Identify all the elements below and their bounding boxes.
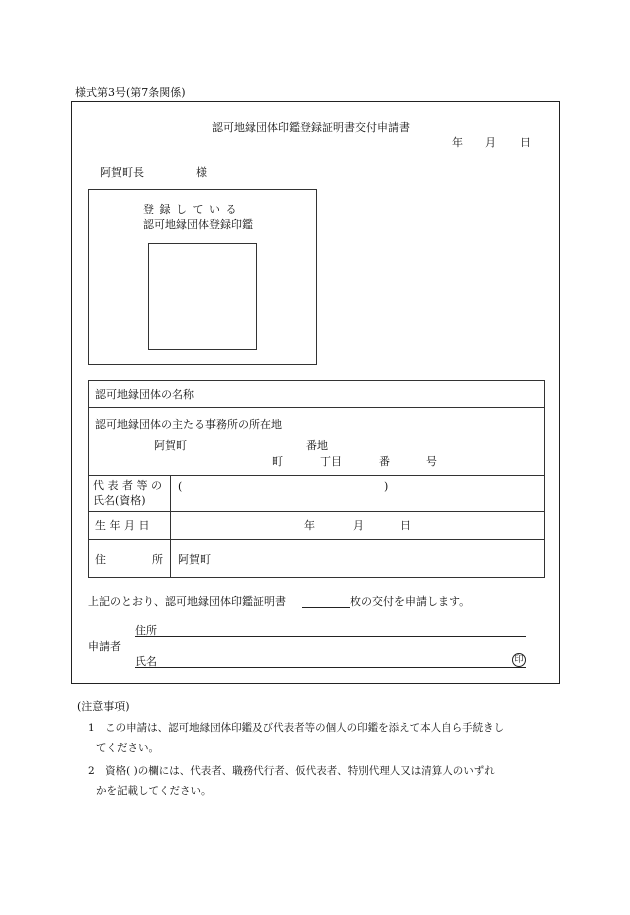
form-title: 認可地縁団体印鑑登録証明書交付申請書 [212,121,410,134]
table-divider [88,539,545,540]
seal-mark: 印 [512,653,526,667]
office-banchi: 番地 [306,439,328,452]
office-chome: 丁目 [320,455,342,468]
date-year-label: 年 [452,136,463,149]
representative-paren-open: ( [178,480,183,493]
address-label-char1: 住 [95,553,106,566]
date-month-label: 月 [485,136,496,149]
table-divider [88,475,545,476]
birth-date-label: 生 年 月 日 [95,519,150,532]
request-text-after: 枚の交付を申請します。 [350,595,471,608]
group-name-label: 認可地縁団体の名称 [95,388,194,401]
table-column-divider [170,475,171,578]
note-2-line2: かを記載してください。 [96,785,212,797]
address-label-char2: 所 [152,553,163,566]
address-value: 阿賀町 [178,553,211,566]
birth-month-label: 月 [353,519,364,532]
seal-impression-area[interactable] [148,243,257,350]
addressee-honorific: 様 [196,166,207,179]
applicant-address-line[interactable] [135,636,526,637]
office-go: 号 [426,455,437,468]
seal-box-caption-line2: 認可地縁団体登録印鑑 [143,218,253,231]
applicant-name-line[interactable] [135,667,526,668]
applicant-name-label: 氏名 [135,655,157,668]
note-1-line1: 1 この申請は、認可地縁団体印鑑及び代表者等の個人の印鑑を添えて本人自ら手続きし [88,722,505,734]
applicant-address-label: 住所 [135,624,157,637]
table-divider [88,407,545,408]
addressee-name: 阿賀町長 [100,166,144,179]
request-text-before: 上記のとおり、認可地縁団体印鑑証明書 [88,595,286,608]
office-machi: 町 [272,455,283,468]
office-location-label: 認可地縁団体の主たる事務所の所在地 [95,418,282,431]
representative-paren-close: ) [384,480,389,493]
birth-day-label: 日 [400,519,411,532]
representative-label-line1: 代 表 者 等 の [93,479,162,492]
birth-year-label: 年 [304,519,315,532]
office-town: 阿賀町 [154,439,187,452]
date-day-label: 日 [520,136,531,149]
seal-box-caption-line1: 登 録 し て い る [143,203,238,216]
office-ban: 番 [379,455,390,468]
notes-heading: (注意事項) [77,700,130,713]
note-1-line2: てください。 [96,742,159,754]
table-divider [88,511,545,512]
applicant-label: 申請者 [88,640,121,653]
note-2-line1: 2 資格( )の欄には、代表者、職務代行者、仮代表者、特別代理人又は清算人のいずれ [88,765,495,777]
form-number: 様式第3号(第7条関係) [75,86,186,99]
copies-blank[interactable] [302,607,350,608]
representative-label-line2: 氏名(資格) [93,494,146,507]
